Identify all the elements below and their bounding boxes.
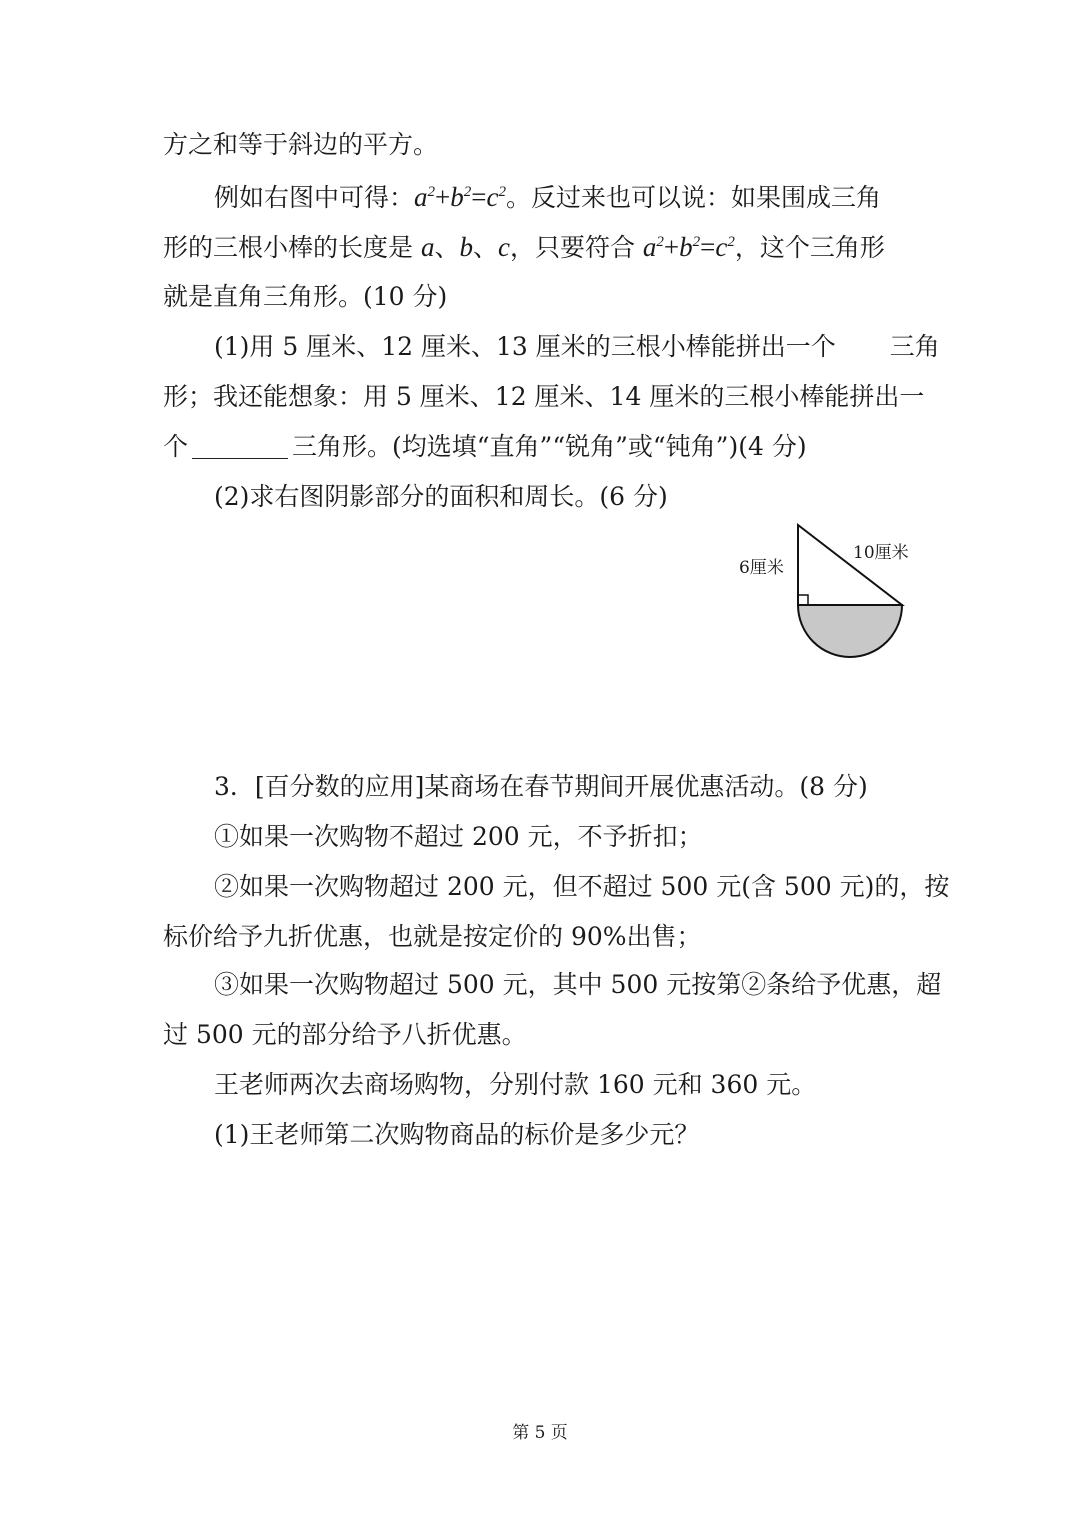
answer-blank-2[interactable]	[192, 434, 288, 459]
text: (1)用 5 厘米、12 厘米、13 厘米的三根小棒能拼出一个	[214, 332, 836, 361]
rule-1	[214, 820, 974, 854]
text: (1)王老师第二次购物商品的标价是多少元？	[214, 1120, 700, 1149]
triangle-semicircle-figure	[735, 515, 925, 665]
label-leg: 6厘米	[739, 558, 784, 578]
paragraph-line	[163, 230, 923, 265]
question-3	[214, 770, 974, 804]
text: 方之和等于斜边的平方。	[163, 130, 439, 159]
rule-3-cont	[163, 1018, 923, 1052]
rule-2-cont	[163, 920, 923, 954]
formula: $a^2+b^2=c^2$	[414, 182, 506, 212]
right-angle-mark	[798, 595, 808, 605]
text: 过 500 元的部分给予八折优惠。	[163, 1020, 527, 1049]
text: 王老师两次去商场购物，分别付款 160 元和 360 元。	[214, 1070, 817, 1099]
var-b: b	[459, 232, 473, 262]
shaded-semicircle	[798, 605, 902, 657]
rule-3	[214, 968, 974, 1002]
text: (2)求右图阴影部分的面积和周长。(6 分)	[214, 482, 668, 511]
right-triangle	[798, 525, 902, 605]
text: ③如果一次购物超过 500 元，其中 500 元按第②条给予优惠，超	[214, 970, 942, 999]
text: 。反过来也可以说：如果围成三角	[505, 183, 881, 212]
separator: 、	[434, 233, 460, 262]
var-c: c	[497, 232, 510, 262]
paragraph-line	[163, 380, 923, 414]
rule-2	[214, 870, 974, 904]
paragraph-line	[163, 128, 923, 162]
paragraph-line	[214, 180, 974, 215]
separator: 、	[472, 233, 498, 262]
question-3-1	[214, 1118, 974, 1152]
text: 三角形。(均选填“直角”“锐角”或“钝角”)(4 分)	[292, 432, 807, 461]
text: ①如果一次购物不超过 200 元，不予折扣；	[214, 822, 703, 851]
text: 例如右图中可得：	[214, 183, 415, 212]
paragraph-line	[214, 1068, 974, 1102]
question-1	[214, 330, 974, 364]
paragraph-line	[163, 430, 923, 464]
text: 就是直角三角形。(10 分)	[163, 282, 448, 311]
var-a: a	[420, 232, 435, 262]
paragraph-line	[163, 280, 923, 314]
text: 三角	[889, 332, 940, 361]
text: 个	[163, 432, 189, 461]
text: 形的三根小棒的长度是	[163, 233, 421, 262]
question-2	[214, 480, 974, 514]
text: 3．[百分数的应用]某商场在春节期间开展优惠活动。(8 分)	[214, 772, 868, 801]
text: ②如果一次购物超过 200 元，但不超过 500 元(含 500 元)的，按	[214, 872, 950, 901]
formula: $a^2+b^2=c^2$	[642, 232, 735, 262]
text: ，这个三角形	[734, 233, 885, 262]
label-hypotenuse: 10厘米	[853, 543, 909, 563]
page-number: 第 5 页	[512, 1423, 568, 1443]
text: 形；我还能想象：用 5 厘米、12 厘米、14 厘米的三根小棒能拼出一	[163, 382, 925, 411]
text: ，只要符合	[509, 233, 643, 262]
text: 标价给予九折优惠，也就是按定价的 90%出售；	[163, 922, 702, 951]
